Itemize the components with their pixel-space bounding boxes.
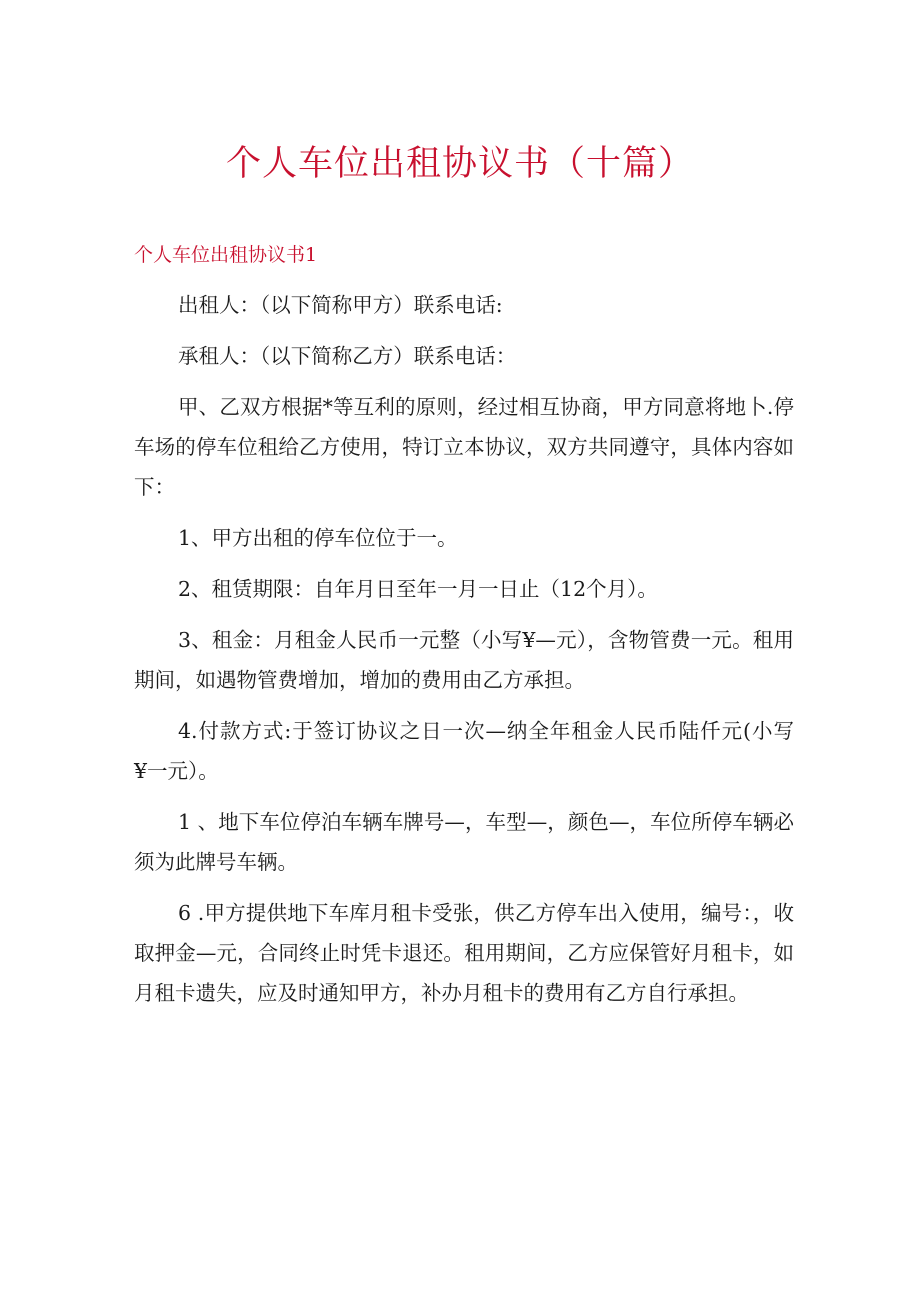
- section-title: 个人车位出租协议书1: [134, 244, 318, 266]
- paragraph-preamble: 甲、乙双方根据*等互利的原则，经过相互协商，甲方同意将地卜.停车场的停车位租给乙方使用，特订立本协议，双方共同遵守，具体内容如下：: [134, 395, 794, 499]
- paragraph-lessor: 出租人：（以下简称甲方）联系电话:: [178, 293, 503, 317]
- document-title: 个人车位出租协议书（十篇）: [225, 144, 694, 184]
- paragraph-clause-6: 6 .甲方提供地下车库月租卡受张，供乙方停车出入使用，编号：，收取押金—元，合同终止时凭卡退还。租用期间，乙方应保管好月租卡，如月租卡遗失，应及时通知甲方，补办月租卡的费用有乙方自行承担。: [134, 901, 794, 1005]
- document-body: [134, 285, 794, 1024]
- paragraph-clause-2: 2、租赁期限：自年月日至年一月一日止（12个月）。: [178, 577, 658, 601]
- paragraph-clause-4: 4.付款方式:于签订协议之日一次—纳全年租金人民币陆仟元(小写¥一元）。: [134, 719, 794, 783]
- paragraph-clause-1: 1、甲方出租的停车位位于一。: [178, 526, 458, 550]
- paragraph-clause-5: 1 、地下车位停泊车辆车牌号—，车型—，颜色—，车位所停车辆必须为此牌号车辆。: [134, 810, 794, 874]
- paragraph-clause-3: 3、租金：月租金人民币一元整（小写¥—元），含物管费一元。租用期间，如遇物管费增加，增加的费用由乙方承担。: [134, 628, 794, 692]
- paragraph-lessee: 承租人：（以下简称乙方）联系电话：: [178, 344, 517, 368]
